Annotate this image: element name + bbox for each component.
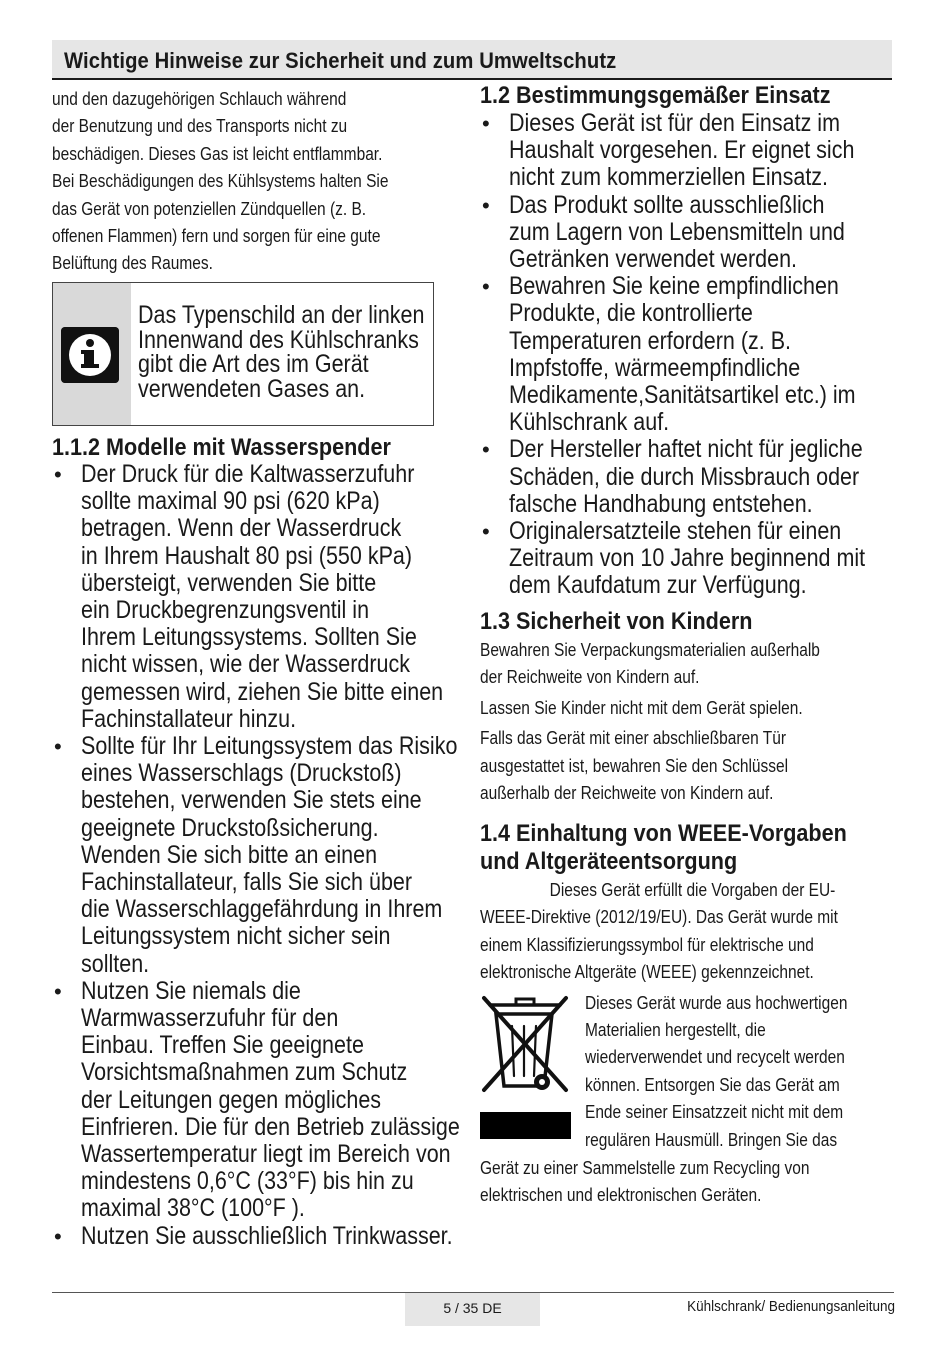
text-line: übersteigt, verwenden Sie bitte [81, 568, 377, 597]
text-line: Fachinstallateur hinzu. [81, 704, 297, 733]
text-line: verwendeten Gases an. [138, 374, 366, 403]
text-line: mindestens 0,6°C (33°F) bis hin zu [81, 1167, 414, 1196]
text-line: Nutzen Sie ausschließlich Trinkwasser. [81, 1221, 453, 1250]
text-line: Haushalt vorgesehen. Er eignet sich [509, 136, 855, 165]
text-line: geeignete Druckstoßsicherung. [81, 813, 379, 842]
text-line: sollte maximal 90 psi (620 kPa) [81, 487, 380, 516]
section-title: 1.1.2 Modelle mit Wasserspender [52, 434, 391, 461]
text-line: Originalersatzteile stehen für einen [509, 517, 842, 546]
text-line: ein Druckbegrenzungsventil in [81, 596, 370, 625]
text-line: Einbau. Treffen Sie geeignete [81, 1031, 364, 1060]
text-line: gibt die Art des im Gerät [138, 350, 369, 378]
text-line: Das Typenschild an der linken [138, 301, 425, 329]
text-line: einem Klassifizierungssymbol für elektrische und [480, 934, 814, 955]
section-title-line-2: und Altgeräteentsorgung [480, 848, 738, 875]
text-line: Ihrem Leitungssystems. Sollten Sie [81, 623, 417, 652]
left-column [52, 86, 462, 1250]
section-title: 1.3 Sicherheit von Kindern [480, 608, 753, 635]
text-line: Kühlschrank auf. [509, 408, 670, 437]
text-line: dem Kaufdatum zur Verfügung. [509, 571, 807, 600]
child-safety-section [480, 608, 895, 807]
footer-title: Kühlschrank/ Bedienungsanleitung [687, 1298, 895, 1315]
text-line: Medikamente,Sanitätsartikel etc.) im [509, 381, 856, 410]
text-line: beschädigen. Dieses Gas ist leicht entflammbar. [52, 143, 383, 164]
intro-paragraph [52, 86, 462, 278]
water-dispenser-section [52, 434, 462, 1250]
text-line: Einfrieren. Die für den Betrieb zulässige [81, 1112, 460, 1141]
text-line: Temperaturen erfordern (z. B. [509, 326, 792, 355]
crossed-bin-icon [480, 990, 575, 1150]
list-item: • Der Druck für die Kaltwasserzufuhr sollte maximal 90 psi (620 kPa) betragen. Wenn der Wasserdruck in Ihrem Haushalt 80 psi (550 kPa) übersteigt, verwenden Sie bitte ein Druckbegrenzungsventil in Ihrem Leitungssystems. Sollten Sie nicht wissen, wie der Wasserdruck gemessen wird, ziehen Sie bitte einen Fachinstallateur hinzu. [52, 461, 462, 733]
text-line: Bei Beschädigungen des Kühlsystems halten Sie [52, 171, 389, 192]
text-line: ausgestattet ist, bewahren Sie den Schlüssel [480, 755, 789, 776]
text-line: maximal 38°C (100°F ). [81, 1194, 305, 1223]
section-title: 1.4 Einhaltung von WEEE-Vorgaben [480, 820, 847, 847]
list-item: • Dieses Gerät ist für den Einsatz im Haushalt vorgesehen. Er eignet sich nicht zum kommerziellen Einsatz. [480, 110, 895, 192]
list-item: • Nutzen Sie ausschließlich Trinkwasser. [52, 1223, 462, 1250]
text-line: eines Wasserschlags (Druckstoß) [81, 759, 402, 788]
text-line: Vorsichtsmaßnahmen zum Schutz [81, 1058, 408, 1087]
list-item: • Sollte für Ihr Leitungssystem das Risiko eines Wasserschlags (Druckstoß) bestehen, verwenden Sie stets eine geeignete Druckstoßsicherung. Wenden Sie sich bitte an einen Fachinstallateur, falls Sie sich über die Wasserschlaggefährdung in Ihrem Leitungssystem nicht sicher sein sollten. [52, 733, 462, 978]
text-line: Wenden Sie sich bitte an einen [81, 840, 378, 869]
page-number: 5 / 35 DE [405, 1293, 540, 1326]
text-line: Materialien hergestellt, die [585, 1020, 766, 1041]
text-line: elektronische Altgeräte (WEEE) gekennzeichnet. [480, 962, 814, 983]
text-line: der Reichweite von Kindern auf. [480, 667, 700, 688]
text-line: Dieses Gerät erfüllt die Vorgaben der EU- [549, 880, 836, 900]
page-title: Wichtige Hinweise zur Sicherheit und zum Umweltschutz [64, 48, 617, 73]
text-line: Der Druck für die Kaltwasserzufuhr [81, 460, 415, 488]
paragraph [480, 695, 895, 722]
text-line: Produkte, die kontrollierte [509, 299, 753, 328]
text-line: Innenwand des Kühlschranks [138, 325, 419, 354]
info-text [138, 303, 435, 401]
text-line: bestehen, verwenden Sie stets eine [81, 786, 422, 815]
text-line: Gerät zu einer Sammelstelle zum Recycling von [480, 1157, 810, 1178]
text-line: der Benutzung und des Transports nicht zu [52, 116, 348, 137]
info-box [52, 282, 434, 426]
text-line: Falls das Gerät mit einer abschließbaren Tür [480, 728, 787, 749]
paragraph [480, 725, 895, 807]
list-item: • Nutzen Sie niemals die Warmwasserzufuhr für den Einbau. Treffen Sie geeignete Vorsichtsmaßnahmen zum Schutz der Leitungen gegen mögliches Einfrieren. Die für den Betrieb zulässige Wassertemperatur liegt im Bereich von mindestens 0,6°C (33°F) bis hin zu maximal 38°C (100°F ). [54, 976, 460, 1223]
paragraph [480, 877, 895, 987]
text-line: Bewahren Sie Verpackungsmaterialien außerhalb [480, 640, 820, 660]
text-line: nicht wissen, wie der Wasserdruck [81, 650, 410, 679]
text-line: falsche Handhabung entstehen. [509, 489, 813, 518]
text-line: Fachinstallateur, falls Sie sich über [81, 868, 413, 897]
text-line: Das Produkt sollte ausschließlich [509, 190, 825, 219]
text-line: gemessen wird, ziehen Sie bitte einen [81, 677, 444, 706]
list-item: • Bewahren Sie keine empfindlichen Produkte, die kontrollierte Temperaturen erfordern (z. B. Impfstoffe, wärmeempfindliche Medikamente,Sanitätsartikel etc.) im Kühlschrank auf. [480, 273, 895, 436]
text-line: offenen Flammen) fern und sorgen für eine gute [52, 226, 381, 247]
text-line: Zeitraum von 10 Jahre beginnend mit [509, 544, 866, 573]
text-line: können. Entsorgen Sie das Gerät am [585, 1074, 840, 1095]
page-header [52, 40, 892, 80]
right-column [480, 82, 895, 1206]
text-line: Lassen Sie Kinder nicht mit dem Gerät spielen. [480, 697, 803, 718]
text-line: Sollte für Ihr Leitungssystem das Risiko [81, 732, 458, 761]
text-line: Getränken verwendet werden. [509, 245, 798, 274]
text-line: Warmwasserzufuhr für den [81, 1004, 339, 1033]
weee-side-text [585, 990, 895, 1154]
text-line: in Ihrem Haushalt 80 psi (550 kPa) [81, 541, 413, 570]
text-line: das Gerät von potenziellen Zündquellen (z. B. [52, 198, 367, 219]
text-line: elektrischen und elektronischen Geräten. [480, 1185, 762, 1206]
text-line: Impfstoffe, wärmeempfindliche [509, 353, 801, 382]
text-line: der Leitungen gegen mögliches [81, 1085, 382, 1114]
paragraph [480, 1155, 895, 1210]
text-line: Leitungssystem nicht sicher sein [81, 922, 391, 951]
weee-section [480, 820, 895, 1209]
text-line: nicht zum kommerziellen Einsatz. [509, 163, 829, 192]
text-line: regulären Hausmüll. Bringen Sie das [585, 1129, 838, 1150]
text-line: sollten. [81, 949, 150, 978]
text-line: und den dazugehörigen Schlauch während [52, 89, 347, 109]
text-line: Nutzen Sie niemals die [81, 976, 301, 1005]
list-item: • Originalersatzteile stehen für einen Zeitraum von 10 Jahre beginnend mit dem Kaufdatum zur Verfügung. [480, 518, 895, 600]
list-item: • Der Hersteller haftet nicht für jegliche Schäden, die durch Missbrauch oder falsche Handhabung entstehen. [480, 436, 895, 518]
text-line: Ende seiner Einsatzzeit nicht mit dem [585, 1102, 844, 1123]
text-line: Dieses Gerät ist für den Einsatz im [509, 109, 840, 137]
section-title: 1.2 Bestimmungsgemäßer Einsatz [480, 82, 831, 109]
text-line: Belüftung des Raumes. [52, 253, 213, 274]
text-line: Schäden, die durch Missbrauch oder [509, 462, 860, 491]
text-line: WEEE-Direktive (2012/19/EU). Das Gerät wurde mit [480, 907, 838, 928]
text-line: die Wasserschlaggefährdung in Ihrem [81, 895, 443, 924]
weee-icon-block [480, 990, 895, 1155]
paragraph [480, 637, 895, 692]
text-line: Wassertemperatur liegt im Bereich von [81, 1140, 451, 1169]
text-line: Der Hersteller haftet nicht für jegliche [509, 435, 863, 464]
text-line: Dieses Gerät wurde aus hochwertigen [585, 992, 848, 1013]
bullet-list [480, 110, 895, 600]
text-line: außerhalb der Reichweite von Kindern auf. [480, 783, 774, 804]
text-line: wiederverwendet und recycelt werden [585, 1047, 845, 1068]
bullet-list [52, 461, 462, 1250]
text-line: betragen. Wenn der Wasserdruck [81, 514, 402, 543]
info-icon-cell [53, 283, 131, 425]
text-line: Bewahren Sie keine empfindlichen [509, 272, 839, 301]
list-item: • Das Produkt sollte ausschließlich zum Lagern von Lebensmitteln und Getränken verwendet werden. [480, 192, 895, 274]
info-icon [61, 327, 119, 383]
text-line: zum Lagern von Lebensmitteln und [509, 217, 845, 246]
